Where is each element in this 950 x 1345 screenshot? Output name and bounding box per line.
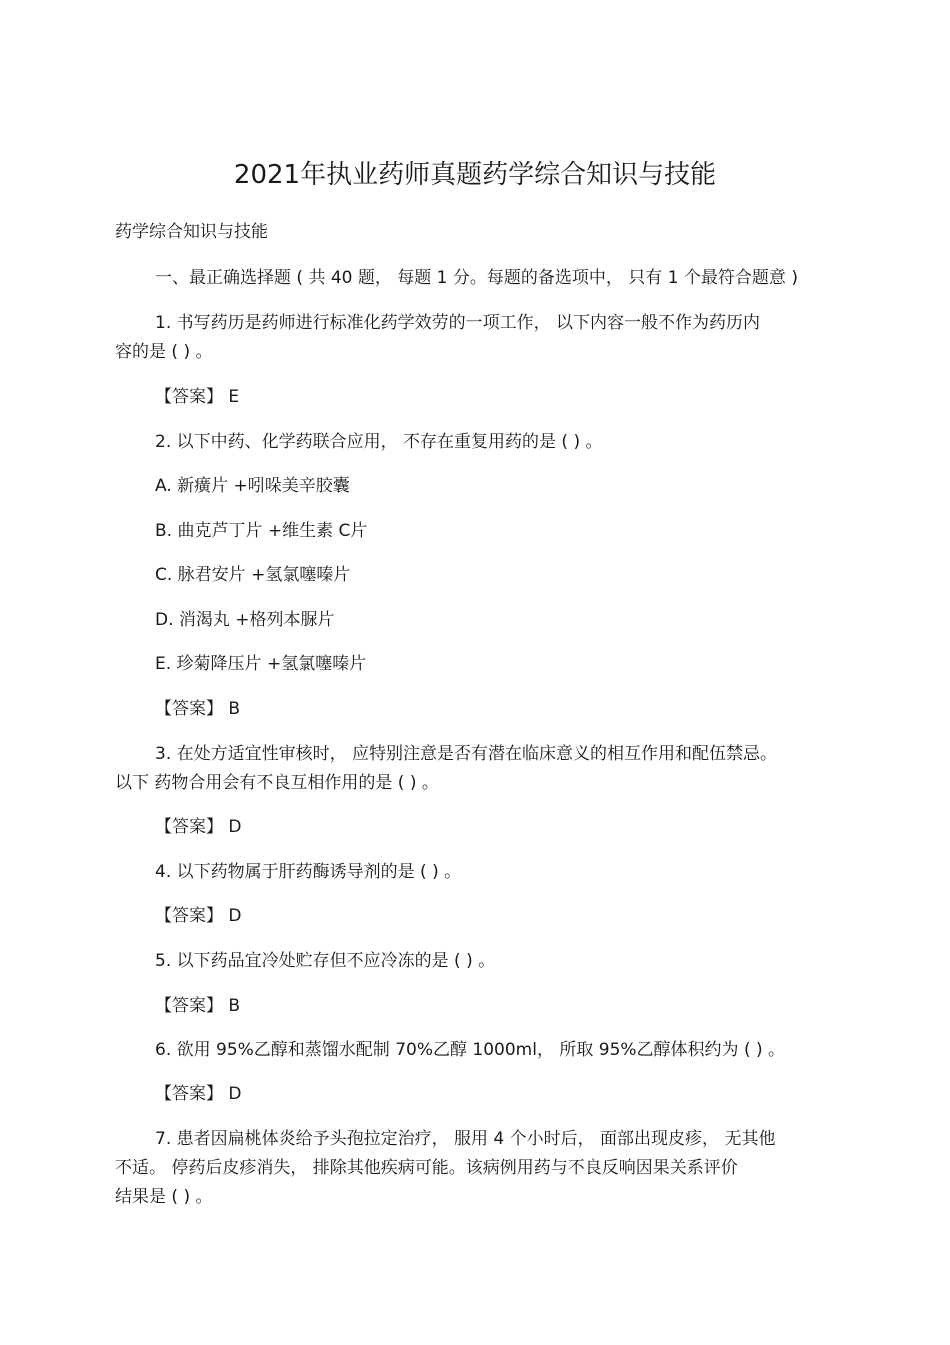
question-5-answer: 【答案】 B [155,996,241,1016]
question-4-answer: 【答案】 D [155,906,242,926]
question-2-option-d: D. 消渴丸 +格列本脲片 [155,610,335,630]
question-2-option-a: A. 新癀片 +吲哚美辛胶囊 [155,476,350,496]
subject-heading: 药学综合知识与技能 [115,222,268,242]
question-2-option-c: C. 脉君安片 +氢氯噻嗪片 [155,565,351,585]
question-7-line-2: 不适。 停药后皮疹消失， 排除其他疾病可能。该病例用药与不良反响因果关系评价 [115,1158,738,1178]
question-6-answer: 【答案】 D [155,1084,242,1104]
question-3-line-2: 以下 药物合用会有不良互相作用的是 ( ) 。 [115,773,439,793]
question-1-answer: 【答案】 E [155,387,240,407]
question-6-line-1: 6. 欲用 95%乙醇和蒸馏水配制 70%乙醇 1000ml， 所取 95%乙醇体积约为 ( ) 。 [155,1040,786,1060]
question-2-answer: 【答案】 B [155,699,241,719]
question-5-line-1: 5. 以下药品宜冷处贮存但不应冷冻的是 ( ) 。 [155,951,496,971]
question-3-line-1: 3. 在处方适宜性审核时， 应特别注意是否有潜在临床意义的相互作用和配伍禁忌。 [155,744,778,764]
question-2-option-b: B. 曲克芦丁片 +维生素 C片 [155,521,368,541]
question-2-line-1: 2. 以下中药、化学药联合应用， 不存在重复用药的是 ( ) 。 [155,432,603,452]
section-header: 一、最正确选择题 ( 共 40 题， 每题 1 分。每题的备选项中， 只有 1 个最符合题意 ) [155,268,798,288]
question-2-option-e: E. 珍菊降压片 +氢氯噻嗪片 [155,654,367,674]
question-3-answer: 【答案】 D [155,817,242,837]
question-4-line-1: 4. 以下药物属于肝药酶诱导剂的是 ( ) 。 [155,862,462,882]
question-7-line-3: 结果是 ( ) 。 [115,1187,213,1207]
page-title: 2021年执业药师真题药学综合知识与技能 [233,160,717,190]
question-1-line-1: 1. 书写药历是药师进行标准化药学效劳的一项工作， 以下内容一般不作为药历内 [155,313,761,333]
question-7-line-1: 7. 患者因扁桃体炎给予头孢拉定治疗， 服用 4 个小时后， 面部出现皮疹， 无其他 [155,1129,776,1149]
question-1-line-2: 容的是 ( ) 。 [115,342,213,362]
